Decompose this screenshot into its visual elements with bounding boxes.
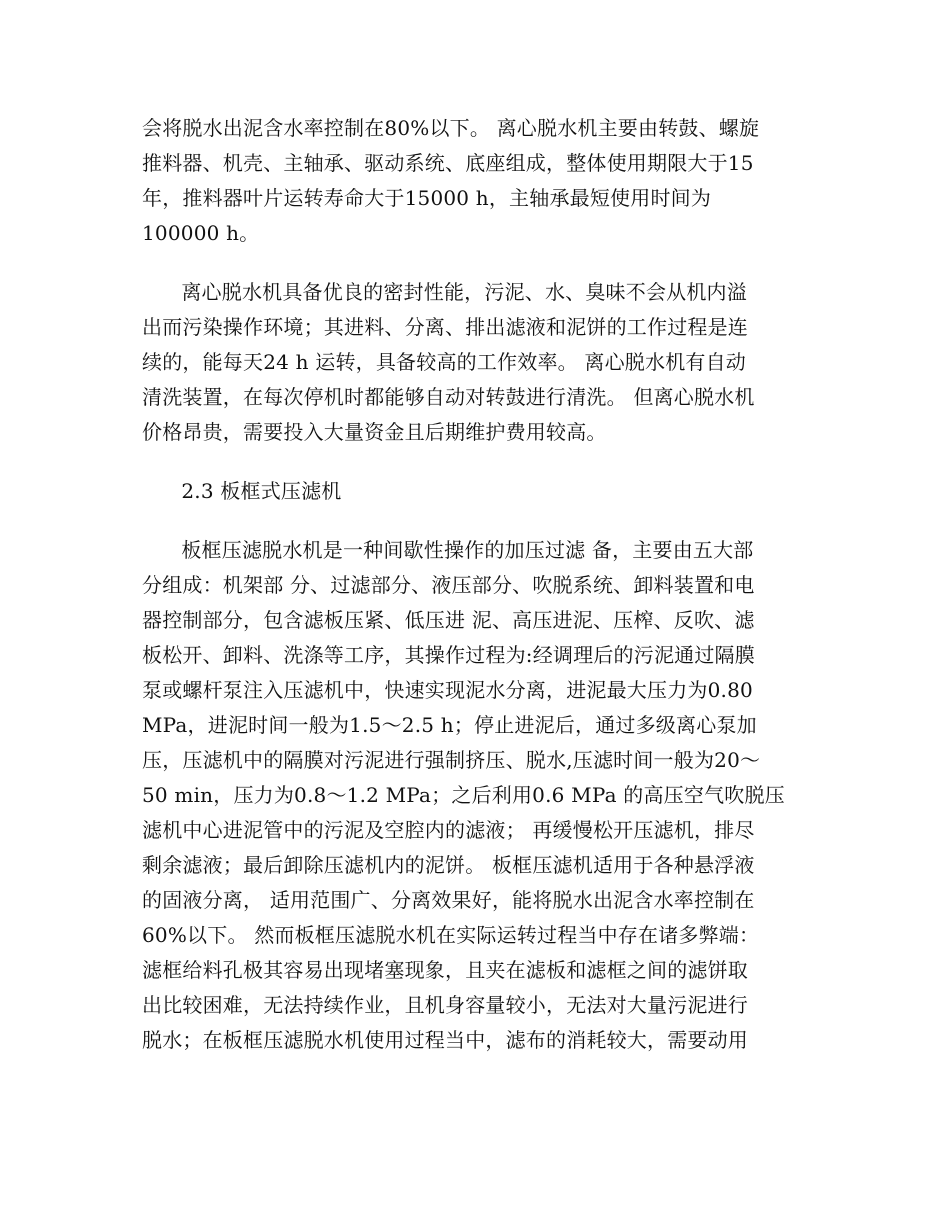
text-line: 离心脱水机具备优良的密封性能，污泥、水、臭味不会从机内溢 (142, 280, 747, 304)
text-line: 的固液分离， 适用范围广、分离效果好，能将脱水出泥含水率控制在 (142, 888, 755, 912)
text-line: 滤框给料孔极其容易出现堵塞现象，且夹在滤板和滤框之间的滤饼取 (142, 958, 748, 982)
text-line: 清洗装置，在每次停机时都能够自动对转鼓进行清洗。 但离心脱水机 (142, 385, 755, 409)
section-heading: 2.3 板框式压滤机 (142, 479, 342, 503)
text-line: 出而污染操作环境；其进料、分离、排出滤液和泥饼的工作过程是连 (142, 315, 748, 339)
text-line: 100000 h。 (142, 221, 260, 245)
text-line: 分组成：机架部 分、过滤部分、液压部分、吹脱系统、卸料装置和电 (142, 573, 755, 597)
text-line: 50 min，压力为0.8～1.2 MPa；之后利用0.6 MPa 的高压空气吹脱压 (142, 783, 785, 807)
text-line: MPa，进泥时间一般为1.5～2.5 h；停止进泥后，通过多级离心泵加 (142, 713, 757, 737)
text-line: 压，压滤机中的隔膜对污泥进行强制挤压、脱水,压滤时间一般为20～ (142, 748, 761, 772)
text-line: 脱水；在板框压滤脱水机使用过程当中，滤布的消耗较大，需要动用 (142, 1028, 748, 1052)
text-line: 滤机中心进泥管中的污泥及空腔内的滤液； 再缓慢松开压滤机，排尽 (142, 818, 755, 842)
text-line: 板松开、卸料、洗涤等工序，其操作过程为:经调理后的污泥通过隔膜 (142, 643, 755, 667)
text-line: 价格昂贵，需要投入大量资金且后期维护费用较高。 (142, 420, 607, 444)
text-line: 会将脱水出泥含水率控制在80%以下。 离心脱水机主要由转鼓、螺旋 (142, 116, 760, 140)
text-line: 出比较困难，无法持续作业，且机身容量较小，无法对大量污泥进行 (142, 993, 748, 1017)
text-line: 器控制部分，包含滤板压紧、低压进 泥、高压进泥、压榨、反吹、滤 (142, 608, 755, 632)
text-line: 泵或螺杆泵注入压滤机中，快速实现泥水分离，进泥最大压力为0.80 (142, 678, 753, 702)
text-line: 续的，能每天24 h 运转，具备较高的工作效率。 离心脱水机有自动 (142, 350, 747, 374)
text-line: 板框压滤脱水机是一种间歇性操作的加压过滤 备，主要由五大部 (142, 538, 754, 562)
text-line: 剩余滤液；最后卸除压滤机内的泥饼。 板框压滤机适用于各种悬浮液 (142, 853, 755, 877)
text-line: 60%以下。 然而板框压滤脱水机在实际运转过程当中存在诸多弊端： (142, 923, 760, 947)
text-line: 推料器、机壳、主轴承、驱动系统、底座组成，整体使用期限大于15 (142, 151, 754, 175)
text-line: 年，推料器叶片运转寿命大于15000 h，主轴承最短使用时间为 (142, 186, 712, 210)
